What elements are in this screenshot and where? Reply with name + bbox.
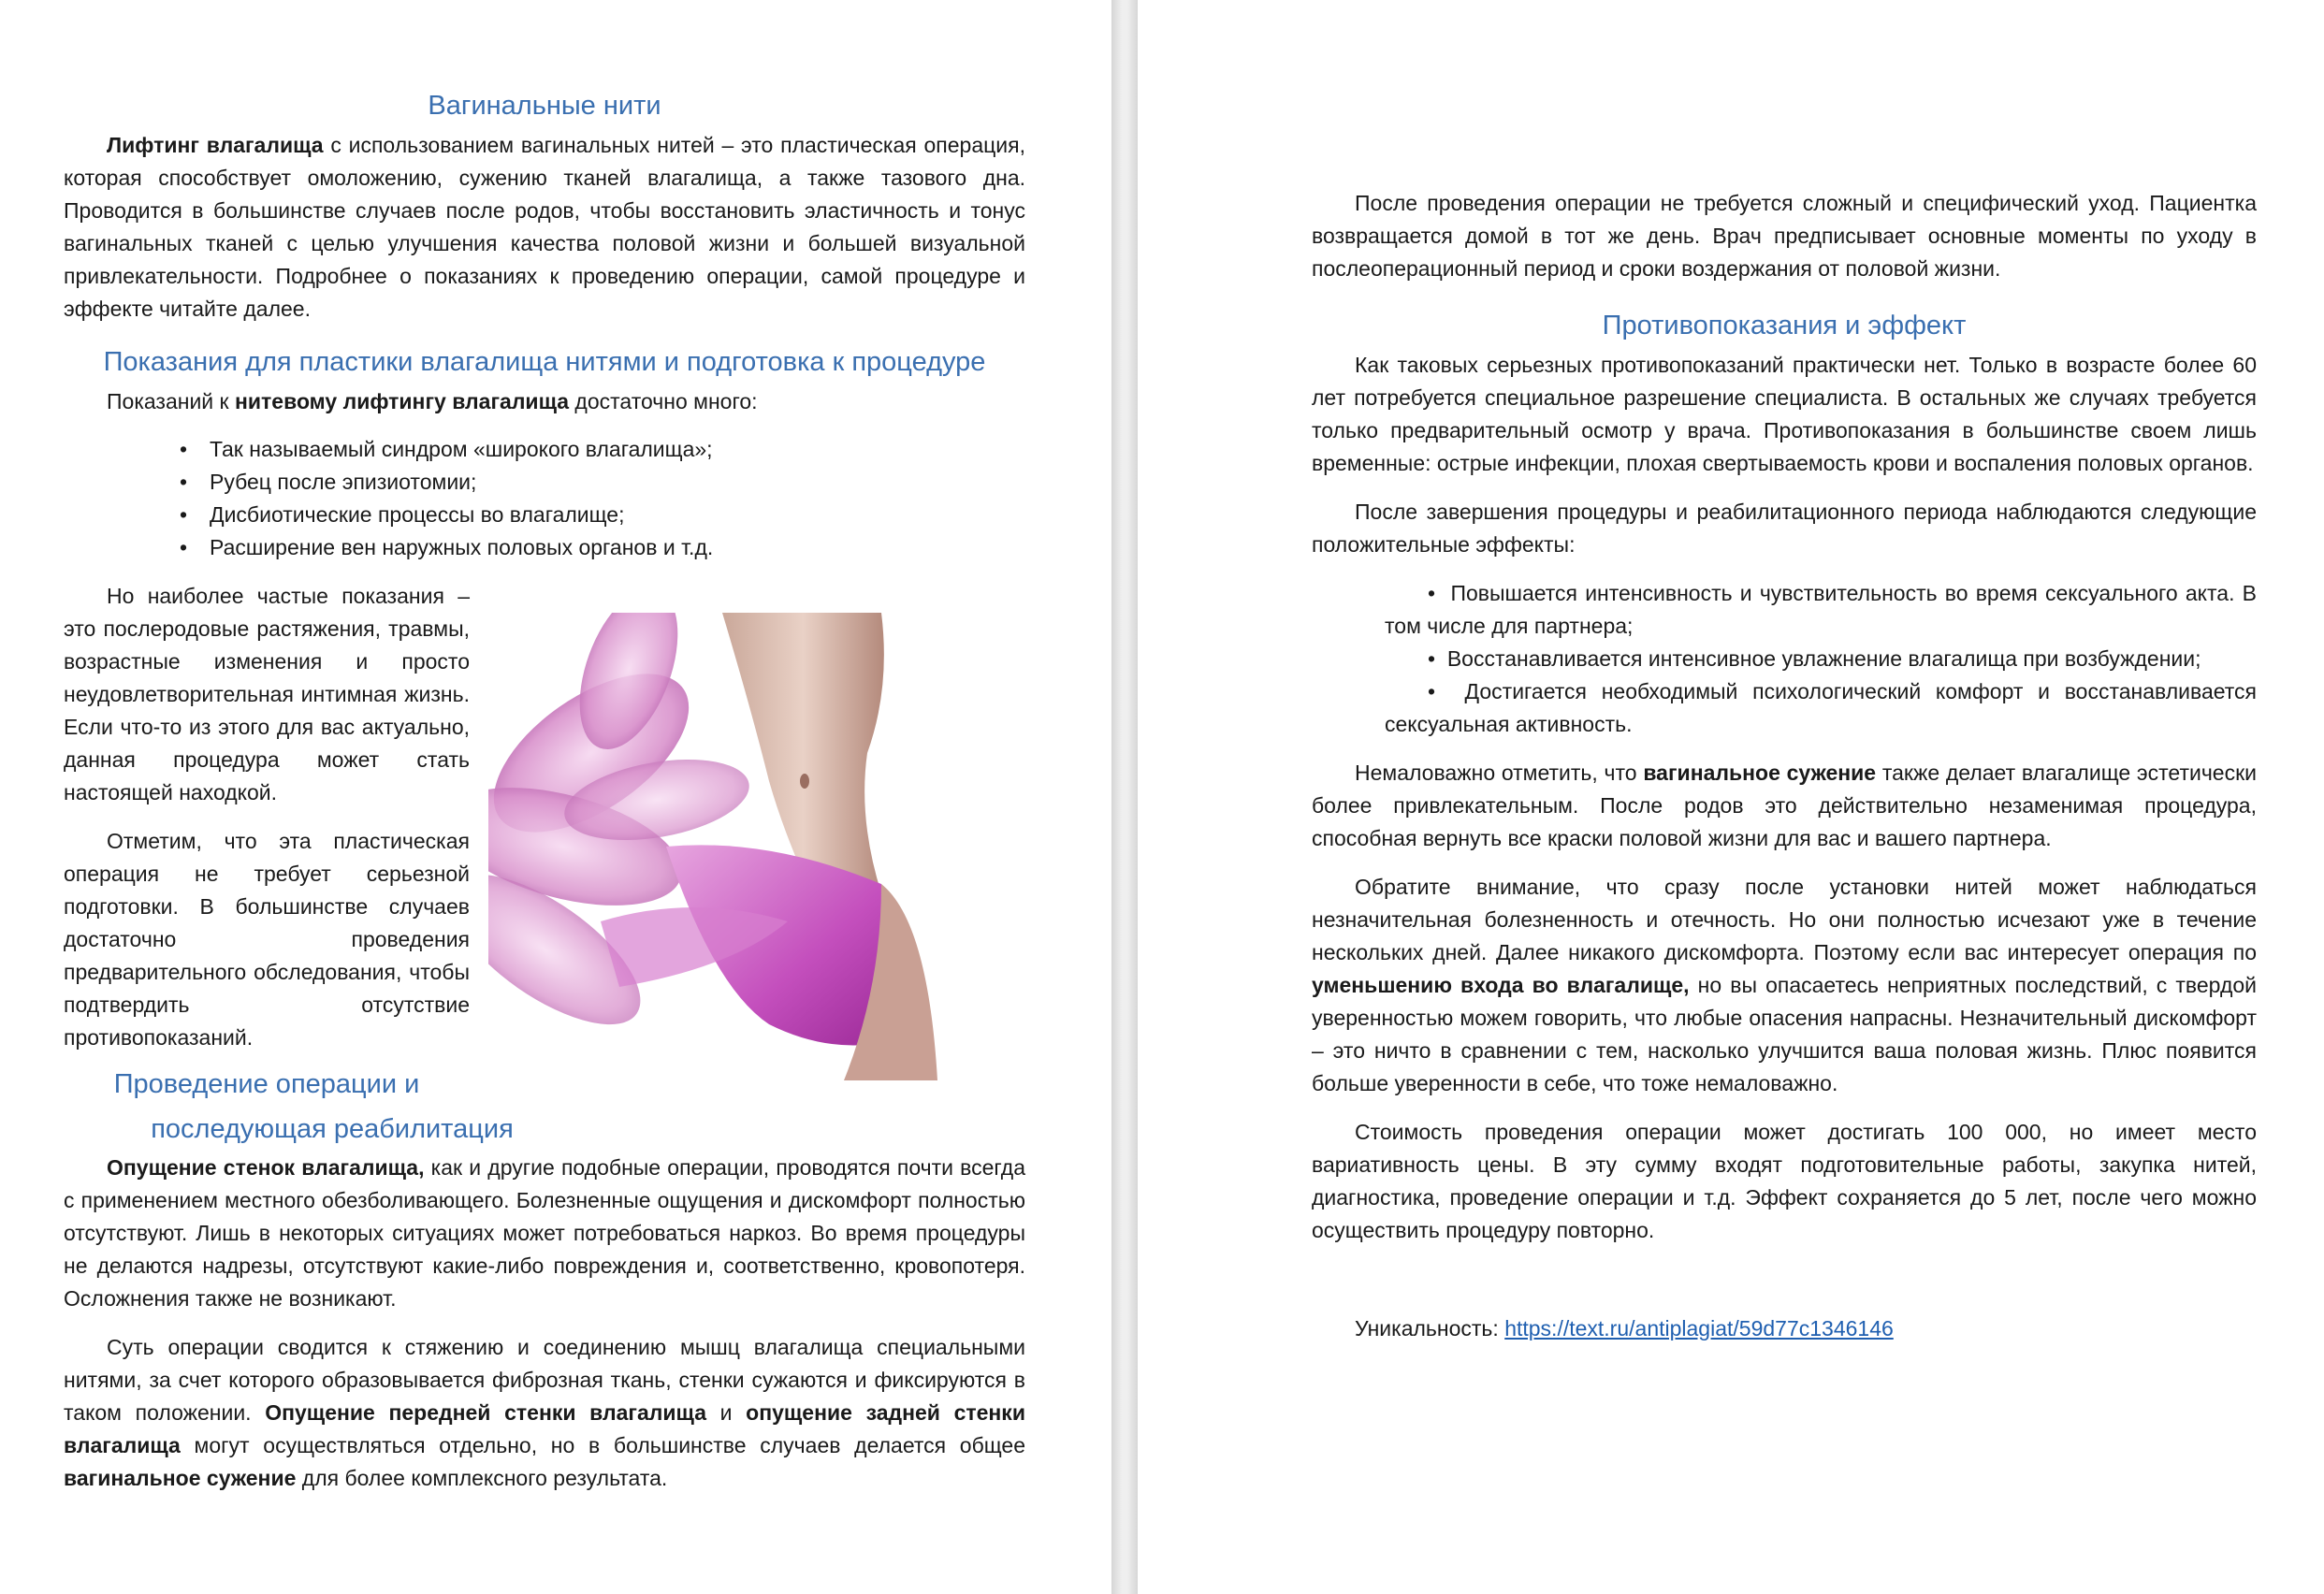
list-item: • Повышается интенсивность и чувствительность во время сексуального акта. В том числе для партнера; — [1385, 581, 2257, 638]
page-gutter — [1111, 0, 1138, 1594]
page-right-content — [1312, 187, 2257, 1345]
list-item: • Достигается необходимый психологический комфорт и восстанавливается сексуальная активность. — [1385, 679, 2257, 736]
heading-procedure-rehab: Проведение операции и последующая реабилитация — [113, 1069, 514, 1144]
intro-paragraph: Лифтинг влагалища с использованием вагинальных нитей – это пластическая операция, которая способствует омоложению, сужению тканей влагалища, а также тазового дна. Проводится в большинстве случаев после родов, чтобы восстановить эластичность и тонус вагинальных тканей с целью улучшения качества половой жизни и большей визуальной привлекательности. Подробнее о показаниях к проведению операции, самой процедуре и эффекте читайте далее. — [64, 133, 1025, 321]
aftercare-paragraph: После проведения операции не требуется сложный и специфический уход. Пациентка возвращается домой в тот же день. Врач предписывает основные моменты по уходу в послеоперационный период и сроки воздержания от половой жизни. — [1312, 191, 2257, 281]
indications-list — [64, 433, 1025, 564]
indications-intro: Показаний к нитевому лифтингу влагалища достаточно много: — [107, 389, 758, 413]
cost-paragraph: Стоимость проведения операции может достигать 100 000, но имеет место вариативность цены. В эту сумму входят подготовительные работы, закупка нитей, диагностика, проведение операции и т.д. Эффект сохраняется до 5 лет, после чего можно осуществить процедуру повторно. — [1312, 1120, 2257, 1242]
list-item: • Так называемый синдром «широкого влагалища»; — [180, 437, 713, 461]
procedure-paragraph: Опущение стенок влагалища, как и другие подобные операции, проводятся почти всегда с применением местного обезболивающего. Болезненные ощущения и дискомфорт полностью отсутствуют. Лишь в некоторых ситуациях может потребоваться наркоз. Во время процедуры не делаются надрезы, отсутствуют какие-либо повреждения и, соответственно, кровопотеря. Осложнения также не возникают. — [64, 1155, 1026, 1311]
list-item: • Дисбиотические процессы во влагалище; — [180, 502, 625, 527]
torso-flower-image — [488, 613, 1025, 1080]
uniqueness-link[interactable]: https://text.ru/antiplagiat/59d77c1346146 — [1504, 1316, 1894, 1340]
contraindications-paragraph: Как таковых серьезных противопоказаний практически нет. Только в возрасте более 60 лет потребуется специальное разрешение специалиста. В остальных же случаях требуется только предварительный осмотр у врача. Противопоказания в большинстве своем лишь временные: острые инфекции, плохая свертываемость крови и воспаления половых органов. — [1312, 353, 2257, 475]
heading-vaginal-threads: Вагинальные нити — [428, 91, 661, 121]
uniqueness-label: Уникальность: — [1355, 1316, 1505, 1340]
list-item: • Восстанавливается интенсивное увлажнение влагалища при возбуждении; — [1428, 646, 2201, 671]
heading-contraindications: Противопоказания и эффект — [1602, 311, 1967, 341]
page-left-content — [64, 82, 1025, 1495]
attention-paragraph: Обратите внимание, что сразу после установки нитей может наблюдаться незначительная болезненность и отечность. Но они полностью исчезают уже в течение нескольких дней. Далее никакого дискомфорта. Поэтому если вас интересует операция по уменьшению входа во влагалище, но вы опасаетесь неприятных последствий, с твердой уверенностью можем говорить, что любые опасения напрасны. Незначительный дискомфорт – это ничто в сравнении с тем, насколько улучшится ваша половая жизнь. Плюс появится больше уверенности в себе, что тоже немаловажно. — [1312, 875, 2257, 1095]
importance-paragraph: Немаловажно отметить, что вагинальное сужение также делает влагалище эстетически более привлекательным. После родов это действительно незаменимая процедура, способная вернуть все краски половой жизни для вас и вашего партнера. — [1312, 761, 2258, 850]
essence-paragraph: Суть операции сводится к стяжению и соединению мышц влагалища специальными нитями, за счет которого образовывается фиброзная ткань, стенки сужаются и фиксируются в таком положении. Опущение передней стенки влагалища и опущение задней стенки влагалища могут осуществляться отдельно, но в большинстве случаев делается общее вагинальное сужение для более комплексного результата. — [64, 1335, 1025, 1490]
list-item: • Рубец после эпизиотомии; — [180, 470, 477, 494]
effects-list — [1312, 577, 2257, 741]
female-torso-with-pink-flower-petals-icon — [488, 613, 1025, 1080]
preparation-note-paragraph: Отметим, что эта пластическая операция не требует серьезной подготовки. В большинстве случаев достаточно проведения предварительного обследования, чтобы подтвердить отсутствие противопоказаний. — [64, 829, 470, 1050]
document-page-right — [1138, 0, 2324, 1594]
document-page-left — [0, 0, 1111, 1594]
heading-indications: Показания для пластики влагалища нитями и подготовка к процедуре — [103, 347, 986, 377]
uniqueness-line — [1312, 1312, 2257, 1345]
frequent-indications-paragraph: Но наиболее частые показания – это послеродовые растяжения, травмы, возрастные изменения и просто неудовлетворительная интимная жизнь. Если что-то из этого для вас актуально, данная процедура может стать настоящей находкой. — [64, 584, 470, 804]
bold-term: Лифтинг влагалища — [107, 133, 324, 157]
list-item: • Расширение вен наружных половых органов и т.д. — [180, 535, 714, 559]
effects-intro-paragraph: После завершения процедуры и реабилитационного периода наблюдаются следующие положительные эффекты: — [1312, 500, 2257, 557]
